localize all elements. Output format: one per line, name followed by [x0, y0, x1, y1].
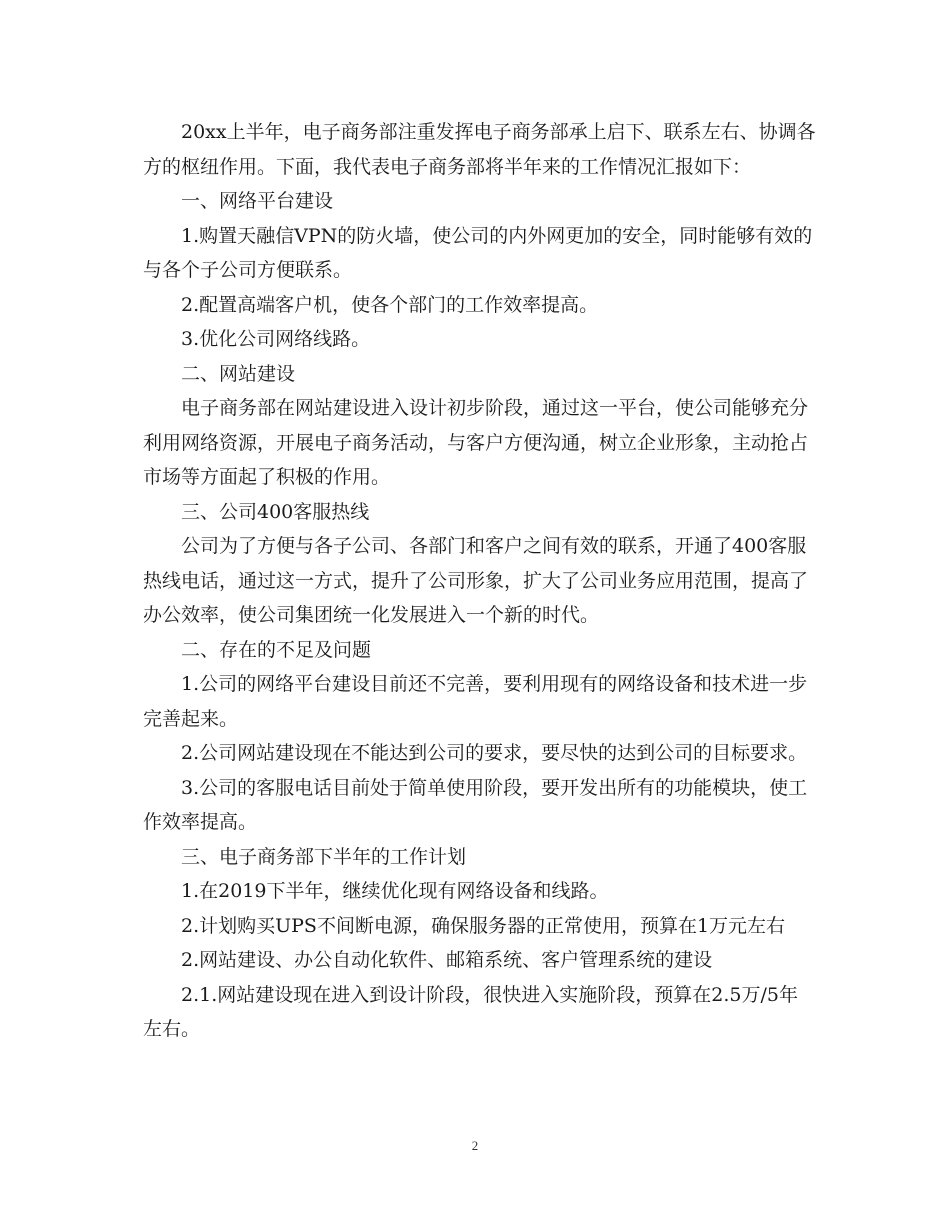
paragraph: [143, 495, 805, 530]
paragraph: [143, 391, 809, 495]
paragraph: [143, 322, 805, 357]
paragraph: [143, 978, 805, 1047]
page-number: 2: [471, 1138, 479, 1153]
paragraph: [143, 115, 816, 184]
paragraph: [143, 288, 805, 323]
paragraph: [143, 357, 805, 392]
paragraph: [143, 529, 809, 633]
paragraph-line: 2.网站建设、办公自动化软件、邮箱系统、客户管理系统的建设: [181, 949, 713, 971]
paragraph: [143, 219, 813, 288]
paragraph-line: 一、网络平台建设: [181, 190, 334, 212]
paragraph-line: 2.计划购买UPS不间断电源，确保服务器的正常使用，预算在1万元左右: [181, 914, 786, 937]
paragraph-line: 左右。: [143, 1018, 201, 1040]
paragraph-line: 作效率提高。: [143, 811, 258, 833]
paragraph-line: 电子商务部在网站建设进入设计初步阶段，通过这一平台，使公司能够充分: [181, 397, 809, 419]
paragraph-line: 市场等方面起了积极的作用。: [143, 466, 391, 488]
paragraph: [143, 840, 805, 875]
paragraph: [143, 184, 805, 219]
paragraph-line: 20xx上半年，电子商务部注重发挥电子商务部承上启下、联系左右、协调各: [181, 121, 816, 143]
paragraph-line: 1.在2019下半年，继续优化现有网络设备和线路。: [181, 880, 609, 902]
paragraph-line: 三、电子商务部下半年的工作计划: [181, 845, 467, 868]
paragraph: [143, 736, 808, 771]
paragraph-line: 二、存在的不足及问题: [181, 638, 372, 661]
paragraph: [143, 943, 805, 978]
paragraph: [143, 667, 808, 736]
paragraph-line: 1.公司的网络平台建设目前还不完善，要利用现有的网络设备和技术进一步: [181, 673, 808, 695]
paragraph-line: 公司为了方便与各子公司、各部门和客户之间有效的联系，开通了400客服: [181, 535, 807, 557]
paragraph-line: 3.优化公司网络线路。: [181, 328, 371, 350]
paragraph-line: 2.1.网站建设现在进入到设计阶段，很快进入实施阶段，预算在2.5万/5年: [181, 983, 798, 1006]
paragraph-line: 1.购置天融信VPN的防火墙，使公司的内外网更加的安全，同时能够有效的: [181, 224, 813, 247]
paragraph-line: 2.配置高端客户机，使各个部门的工作效率提高。: [181, 293, 599, 316]
paragraph: [143, 771, 808, 840]
paragraph-line: 完善起来。: [143, 707, 239, 730]
paragraph-line: 3.公司的客服电话目前处于简单使用阶段，要开发出所有的功能模块，使工: [181, 776, 808, 799]
paragraph: [143, 909, 805, 944]
paragraph-line: 办公效率，使公司集团统一化发展进入一个新的时代。: [143, 604, 600, 626]
paragraph: [143, 874, 805, 909]
paragraph: [143, 633, 805, 668]
paragraph-line: 与各个子公司方便联系。: [143, 259, 353, 281]
paragraph-line: 二、网站建设: [181, 362, 296, 385]
paragraph-line: 2.公司网站建设现在不能达到公司的要求，要尽快的达到公司的目标要求。: [181, 742, 808, 764]
paragraph-line: 热线电话，通过这一方式，提升了公司形象，扩大了公司业务应用范围，提高了: [143, 569, 809, 592]
document-body: [143, 115, 816, 1047]
paragraph-line: 方的枢纽作用。下面，我代表电子商务部将半年来的工作情况汇报如下：: [143, 155, 752, 178]
paragraph-line: 三、公司400客服热线: [181, 500, 370, 523]
paragraph-line: 利用网络资源，开展电子商务活动，与客户方便沟通，树立企业形象，主动抢占: [143, 431, 809, 454]
